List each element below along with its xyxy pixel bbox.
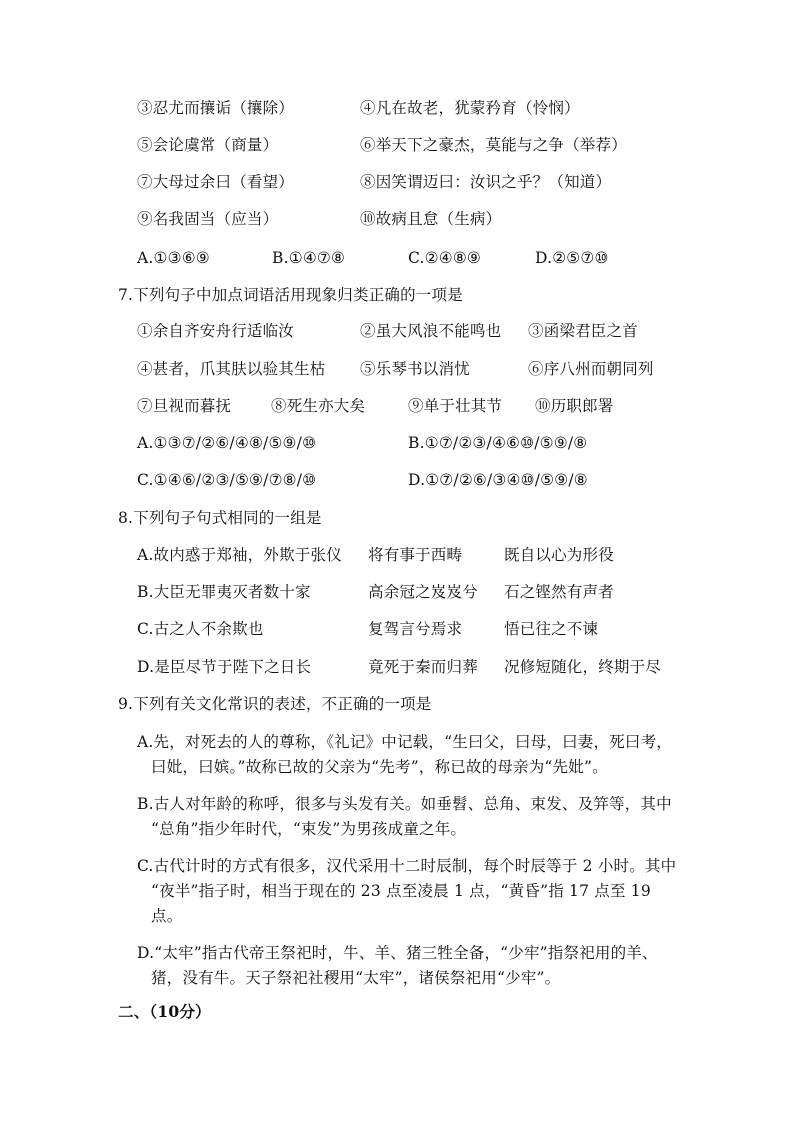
item-5: ⑤会论虞常（商量） bbox=[137, 136, 279, 154]
q7-option-c: C.①④⑥/②③/⑤⑨/⑦⑧/⑩ bbox=[137, 471, 317, 489]
q9-b-line2: “总角”指少年时代，“束发”为男孩成童之年。 bbox=[151, 820, 467, 838]
q7-item-7: ⑦旦视而暮抚 bbox=[137, 397, 232, 415]
item-6: ⑥举天下之豪杰，莫能与之争（举荐） bbox=[360, 136, 627, 154]
item-8: ⑧因笑谓迈曰：汝识之乎？（知道） bbox=[360, 173, 612, 191]
q8-b-3: 石之铿然有声者 bbox=[504, 583, 614, 601]
q9-a-line1: A.先，对死去的人的尊称，《礼记》中记载，“生曰父，曰母，曰妻，死曰考， bbox=[137, 733, 672, 751]
q8-c-3: 悟已往之不谏 bbox=[504, 620, 599, 638]
option-c: C.②④⑧⑨ bbox=[408, 249, 482, 267]
q7-item-8: ⑧死生亦大矣 bbox=[271, 397, 366, 415]
q7-item-4: ④甚者，爪其肤以验其生枯 bbox=[137, 360, 326, 378]
q9-c-line3: 点。 bbox=[151, 907, 183, 925]
q8-b-1: B.大臣无罪夷灭者数十家 bbox=[137, 583, 311, 601]
q7-option-a: A.①③⑦/②⑥/④⑧/⑤⑨/⑩ bbox=[137, 434, 317, 452]
q7-stem: 7.下列句子中加点词语活用现象归类正确的一项是 bbox=[118, 286, 463, 304]
item-10: ⑩故病且怠（生病） bbox=[360, 210, 502, 228]
option-d: D.②⑤⑦⑩ bbox=[535, 249, 609, 267]
q7-item-6: ⑥序八州而朝同列 bbox=[528, 360, 654, 378]
q7-item-9: ⑨单于壮其节 bbox=[408, 397, 503, 415]
q7-option-b: B.①⑦/②③/④⑥⑩/⑤⑨/⑧ bbox=[408, 434, 588, 452]
q9-a-line2: 曰妣，曰嫔。”故称已故的父亲为“先考”，称已故的母亲为“先妣”。 bbox=[151, 758, 608, 776]
q7-item-1: ①余自齐安舟行适临汝 bbox=[137, 322, 295, 340]
q9-d-line2: 猪，没有牛。天子祭祀社稷用“太牢”，诸侯祭祀用“少牢”。 bbox=[151, 969, 561, 987]
q8-c-2: 复驾言兮焉求 bbox=[368, 620, 463, 638]
q8-stem: 8.下列句子句式相同的一组是 bbox=[118, 509, 322, 527]
q7-item-2: ②虽大风浪不能鸣也 bbox=[360, 322, 502, 340]
item-4: ④凡在故老，犹蒙矜育（怜悯） bbox=[360, 99, 580, 117]
option-b: B.①④⑦⑧ bbox=[272, 249, 346, 267]
q8-a-3: 既自以心为形役 bbox=[504, 546, 614, 564]
q8-a-2: 将有事于西畴 bbox=[368, 546, 463, 564]
q9-b-line1: B.古人对年龄的称呼，很多与头发有关。如垂髫、总角、束发、及笄等，其中 bbox=[137, 795, 672, 813]
q8-d-2: 竟死于秦而归葬 bbox=[368, 658, 478, 676]
option-a: A.①③⑥⑨ bbox=[137, 249, 210, 267]
q8-d-1: D.是臣尽节于陛下之日长 bbox=[137, 658, 312, 676]
item-7: ⑦大母过余曰（看望） bbox=[137, 173, 295, 191]
q7-item-10: ⑩历职郎署 bbox=[535, 397, 614, 415]
q8-d-3: 况修短随化，终期于尽 bbox=[504, 658, 662, 676]
q9-c-line2: “夜半”指子时，相当于现在的 23 点至凌晨 1 点，“黄昏”指 17 点至 19 bbox=[151, 882, 651, 900]
q8-c-1: C.古之人不余欺也 bbox=[137, 620, 264, 638]
q8-b-2: 高余冠之岌岌兮 bbox=[368, 583, 478, 601]
item-9: ⑨名我固当（应当） bbox=[137, 210, 279, 228]
q7-option-d: D.①⑦/②⑥/③④⑩/⑤⑨/⑧ bbox=[408, 471, 588, 489]
q9-d-line1: D.“太牢”指古代帝王祭祀时，牛、羊、猪三牲全备，“少牢”指祭祀用的羊、 bbox=[137, 944, 658, 962]
q7-item-5: ⑤乐琴书以消忧 bbox=[360, 360, 470, 378]
q8-a-1: A.故内惑于郑袖，外欺于张仪 bbox=[137, 546, 342, 564]
q7-item-3: ③函梁君臣之首 bbox=[528, 322, 638, 340]
q9-c-line1: C.古代计时的方式有很多，汉代采用十二时辰制，每个时辰等于 2 小时。其中 bbox=[137, 857, 677, 875]
q9-stem: 9.下列有关文化常识的表述，不正确的一项是 bbox=[118, 695, 432, 713]
section2-title: 二、（10分） bbox=[118, 1002, 211, 1021]
item-3: ③忍尤而攘诟（攘除） bbox=[137, 99, 295, 117]
